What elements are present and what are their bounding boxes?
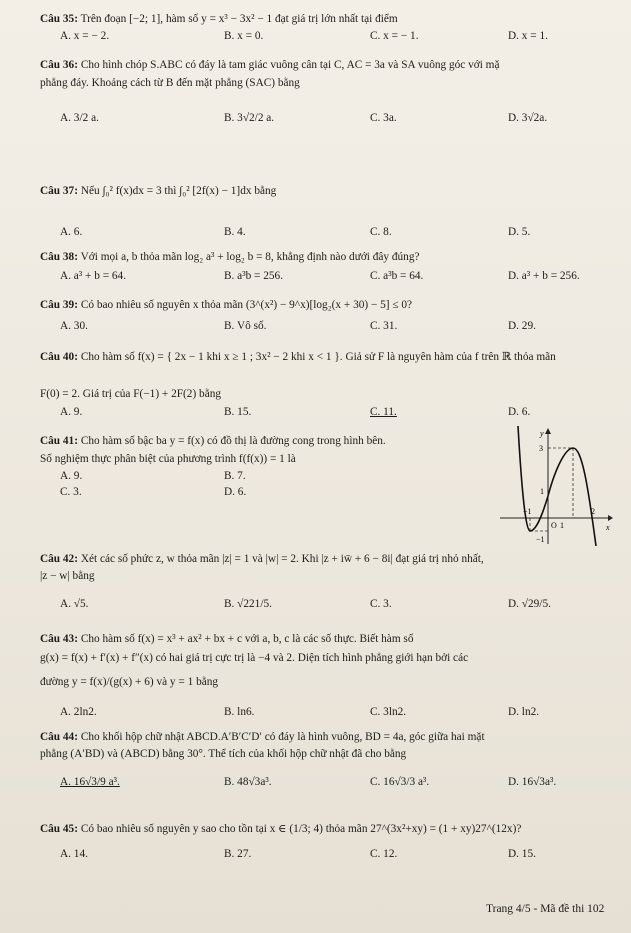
options-40	[52, 406, 617, 422]
question-label: Câu 37:	[40, 185, 78, 197]
options-41-row2	[52, 486, 491, 502]
cubic-graph	[496, 426, 616, 546]
x-arrow-icon	[608, 515, 613, 521]
option-a: A. x = − 2.	[60, 30, 110, 42]
option-c: C. 3a.	[370, 112, 397, 124]
question-stem: Có bao nhiêu số nguyên y sao cho tồn tại x ∈ (1/3; 4) thỏa mãn 27^(3x²+xy) = (1 + xy)27^(12x)?	[80, 823, 522, 835]
question-stem: Cho hàm số bậc ba y = f(x) có đồ thị là đường cong trong hình bên.	[80, 435, 386, 447]
question-38	[40, 250, 617, 265]
option-c: C. a³b = 64.	[370, 270, 424, 282]
question-45	[40, 822, 617, 837]
option-d: D. 3√2a.	[508, 112, 548, 124]
option-a: A. a³ + b = 64.	[60, 270, 127, 282]
option-b: B. 27.	[224, 848, 252, 860]
y-axis-label: y	[540, 429, 544, 438]
tick-label: 1	[540, 487, 544, 496]
tick-label: −1	[536, 535, 545, 544]
x-axis-label: x	[606, 523, 610, 532]
question-41	[40, 434, 491, 449]
options-44	[52, 776, 617, 792]
option-a: A. 3/2 a.	[60, 112, 99, 124]
option-b: B. 7.	[224, 470, 246, 482]
option-a: A. √5.	[60, 598, 89, 610]
question-label: Câu 36:	[40, 59, 78, 71]
question-stem: Cho hình chóp S.ABC có đáy là tam giác vuông cân tại C, AC = 3a và SA vuông góc với mặ	[80, 59, 500, 71]
option-a: A. 6.	[60, 226, 83, 238]
question-stem-continued: đường y = f(x)/(g(x) + 6) và y = 1 bằng	[40, 676, 219, 688]
question-stem-continued: phẳng đáy. Khoảng cách từ B đến mặt phẳng (SAC) bằng	[40, 77, 300, 89]
question-39	[40, 298, 617, 313]
option-d: D. 6.	[224, 486, 247, 498]
question-43	[40, 632, 617, 647]
options-45	[52, 848, 617, 864]
question-label: Câu 44:	[40, 731, 78, 743]
option-c: C. 3.	[370, 598, 392, 610]
question-stem: Cho khối hộp chữ nhật ABCD.A′B′C′D′ có đáy là hình vuông, BD = 4a, góc giữa hai mặt	[80, 731, 485, 743]
option-c: C. x = − 1.	[370, 30, 419, 42]
option-a: A. 2ln2.	[60, 706, 97, 718]
question-label: Câu 43:	[40, 633, 78, 645]
option-b: B. 4.	[224, 226, 246, 238]
options-39	[52, 320, 617, 336]
question-stem: Cho hàm số f(x) = { 2x − 1 khi x ≥ 1 ; 3x² − 2 khi x < 1 }. Giả sử F là nguyên hàm của f trên ℝ thỏa mãn	[80, 351, 556, 363]
question-label: Câu 45:	[40, 823, 78, 835]
option-a: A. 14.	[60, 848, 88, 860]
question-40	[40, 350, 617, 365]
tick-label: 1	[560, 521, 564, 530]
option-a: A. 16√3/9 a³.	[60, 776, 120, 788]
question-label: Câu 39:	[40, 299, 78, 311]
options-35	[52, 30, 617, 46]
page-footer: Trang 4/5 - Mã đề thi 102	[486, 903, 605, 915]
option-d: D. 29.	[508, 320, 536, 332]
option-c: C. 11.	[370, 406, 397, 418]
tick-label: 3	[539, 444, 543, 453]
question-stem: Trên đoạn [−2; 1], hàm số y = x³ − 3x² − 1 đạt giá trị lớn nhất tại điểm	[80, 13, 398, 25]
option-d: D. 16√3a³.	[508, 776, 557, 788]
question-stem: Cho hàm số f(x) = x³ + ax² + bx + c với a, b, c là các số thực. Biết hàm số	[80, 633, 414, 645]
options-38	[52, 270, 617, 286]
option-a: A. 9.	[60, 406, 83, 418]
option-d: D. x = 1.	[508, 30, 548, 42]
option-d: D. a³ + b = 256.	[508, 270, 580, 282]
options-37	[52, 226, 617, 242]
options-41-row1	[52, 470, 491, 486]
question-44	[40, 730, 617, 745]
option-d: D. √29/5.	[508, 598, 551, 610]
option-b: B. 48√3a³.	[224, 776, 272, 788]
question-label: Câu 35:	[40, 13, 78, 25]
question-stem: Với mọi a, b thỏa mãn log₂ a³ + log₂ b = 8, khẳng định nào dưới đây đúng?	[80, 251, 420, 263]
option-c: C. 16√3/3 a³.	[370, 776, 430, 788]
option-a: A. 30.	[60, 320, 88, 332]
option-b: B. ln6.	[224, 706, 255, 718]
question-stem: Xét các số phức z, w thỏa mãn |z| = 1 và |w| = 2. Khi |z + iw̄ + 6 − 8i| đạt giá trị nhỏ nhất,	[80, 553, 484, 565]
option-c: C. 3ln2.	[370, 706, 407, 718]
question-label: Câu 42:	[40, 553, 78, 565]
question-label: Câu 41:	[40, 435, 78, 447]
tick-label: −1	[523, 507, 532, 516]
option-b: B. a³b = 256.	[224, 270, 284, 282]
question-stem: Có bao nhiêu số nguyên x thỏa mãn (3^(x²) − 9^x)[log₂(x + 30) − 5] ≤ 0?	[80, 299, 413, 311]
option-c: C. 31.	[370, 320, 398, 332]
question-label: Câu 40:	[40, 351, 78, 363]
tick-label: 2	[591, 507, 595, 516]
question-36	[40, 58, 617, 73]
option-a: A. 9.	[60, 470, 83, 482]
option-d: D. 5.	[508, 226, 531, 238]
question-stem-continued: phẳng (A′BD) và (ABCD) bằng 30°. Thể tích của khối hộp chữ nhật đã cho bằng	[40, 748, 407, 760]
question-stem-continued: Số nghiệm thực phân biệt của phương trình f(f(x)) = 1 là	[40, 453, 296, 465]
options-36	[52, 112, 617, 128]
question-label: Câu 38:	[40, 251, 78, 263]
question-stem: Nếu ∫₀² f(x)dx = 3 thì ∫₀² [2f(x) − 1]dx bằng	[80, 185, 277, 197]
options-42	[52, 598, 617, 614]
option-c: C. 3.	[60, 486, 82, 498]
option-b: B. 3√2/2 a.	[224, 112, 275, 124]
question-stem-continued: F(0) = 2. Giá trị của F(−1) + 2F(2) bằng	[40, 388, 222, 400]
origin-label: O	[551, 521, 557, 530]
question-35	[40, 12, 617, 27]
option-c: C. 12.	[370, 848, 398, 860]
option-b: B. √221/5.	[224, 598, 272, 610]
options-43	[52, 706, 617, 722]
option-b: B. 15.	[224, 406, 252, 418]
option-d: D. 6.	[508, 406, 531, 418]
option-d: D. 15.	[508, 848, 536, 860]
option-c: C. 8.	[370, 226, 392, 238]
question-stem-continued: g(x) = f(x) + f′(x) + f″(x) có hai giá trị cực trị là −4 và 2. Diện tích hình phẳng giới hạn bởi các	[40, 652, 469, 664]
option-b: B. Vô số.	[224, 320, 267, 332]
y-arrow-icon	[545, 428, 551, 434]
option-d: D. ln2.	[508, 706, 540, 718]
question-stem-continued: |z − w| bằng	[40, 570, 95, 582]
question-42	[40, 552, 617, 567]
option-b: B. x = 0.	[224, 30, 264, 42]
question-37	[40, 184, 617, 199]
